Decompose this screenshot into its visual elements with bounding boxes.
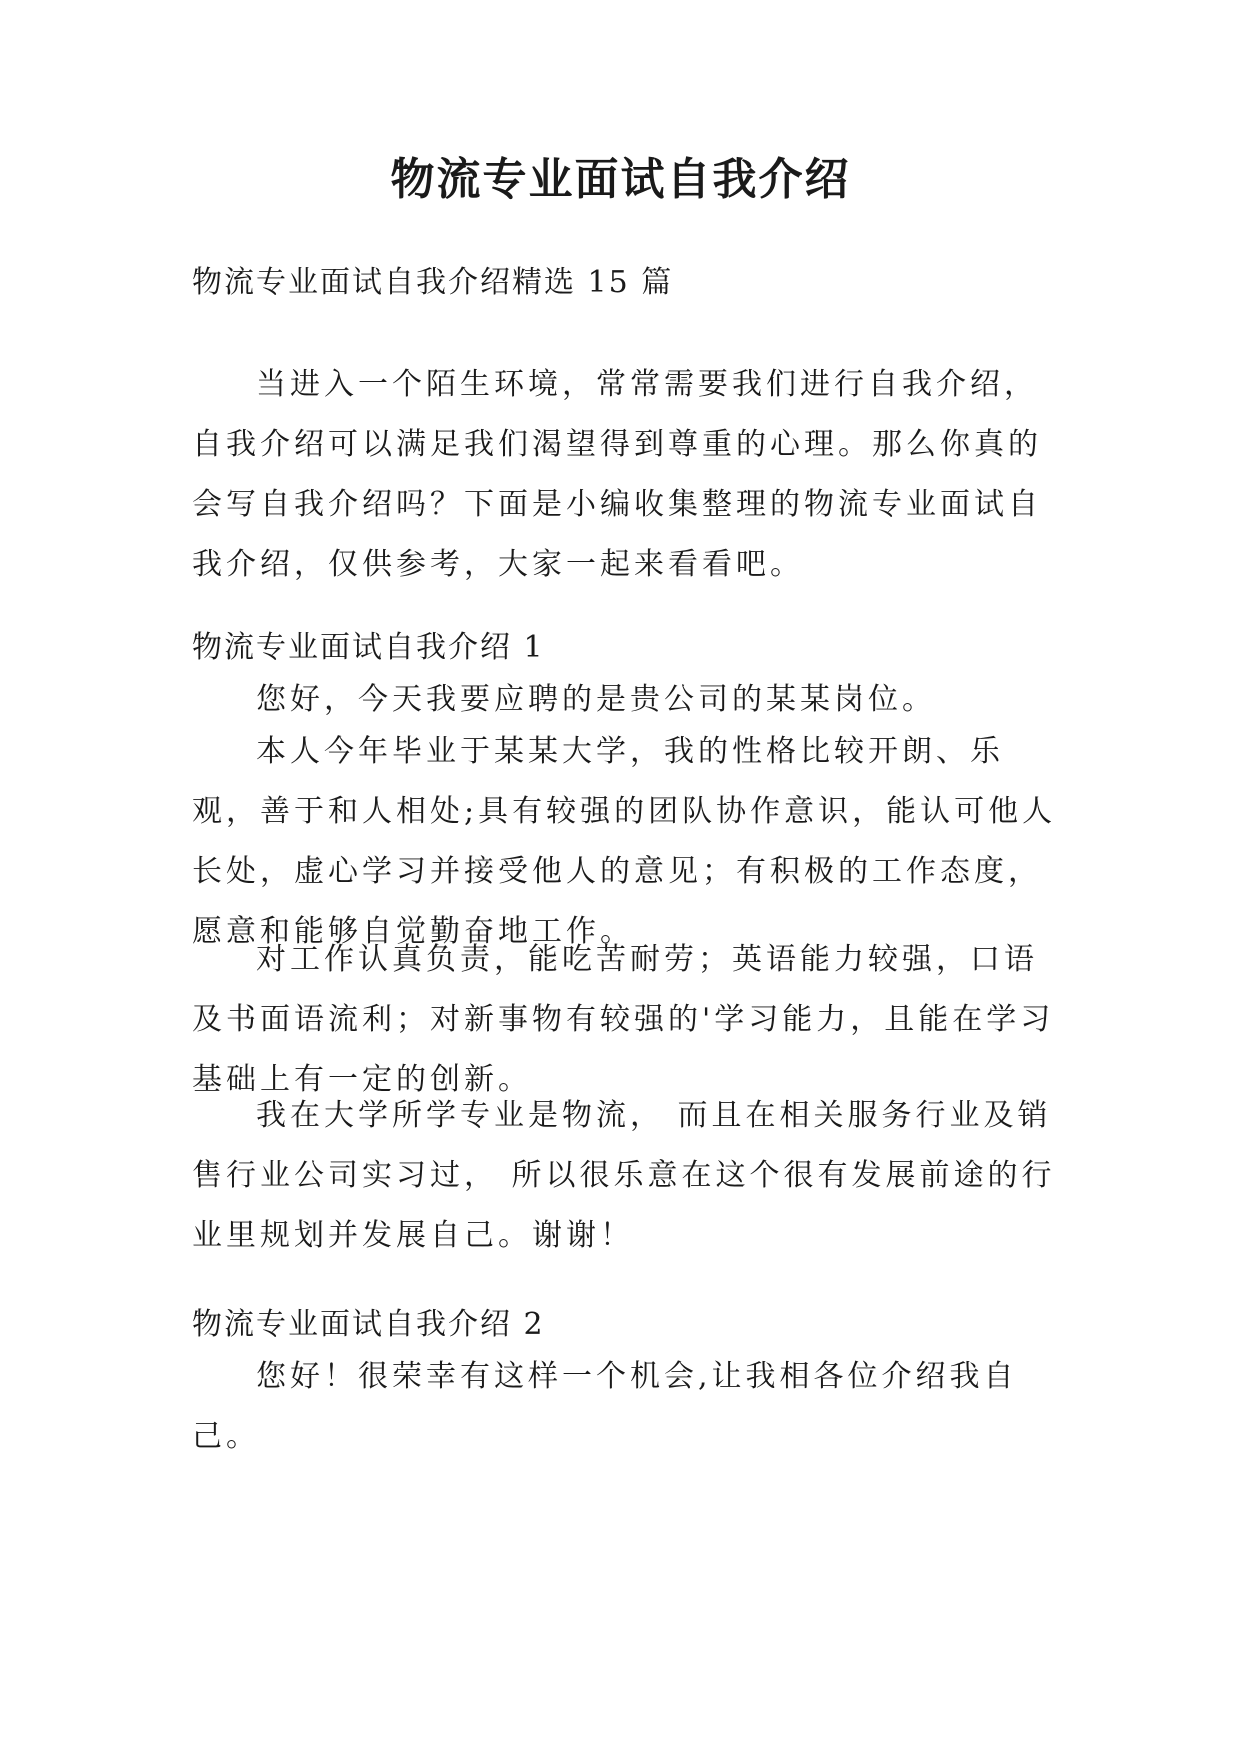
section-1-paragraph-3: 对工作认真负责，能吃苦耐劳；英语能力较强，口语及书面语流利；对新事物有较强的'学习能力，且能在学习基础上有一定的创新。 xyxy=(192,942,1055,1097)
section-heading-2: 物流专业面试自我介绍 2 xyxy=(192,1307,545,1342)
section-1-paragraph-2: 本人今年毕业于某某大学，我的性格比较开朗、乐观，善于和人相处;具有较强的团队协作意识，能认可他人长处，虚心学习并接受他人的意见；有积极的工作态度，愿意和能够自觉勤奋地工作。 xyxy=(192,734,1057,949)
section-1-paragraph-1: 您好，今天我要应聘的是贵公司的某某岗位。 xyxy=(256,682,936,717)
intro-paragraph: 当进入一个陌生环境，常常需要我们进行自我介绍，自我介绍可以满足我们渴望得到尊重的心理。那么你真的会写自我介绍吗？下面是小编收集整理的物流专业面试自我介绍，仅供参考，大家一起来看看吧。 xyxy=(192,367,1042,582)
section-2-paragraph-1: 您好！很荣幸有这样一个机会,让我相各位介绍我自己。 xyxy=(192,1359,1018,1454)
section-1-paragraph-4: 我在大学所学专业是物流， 而且在相关服务行业及销售行业公司实习过， 所以很乐意在这个很有发展前途的行业里规划并发展自己。谢谢！ xyxy=(192,1098,1056,1253)
section-heading-1: 物流专业面试自我介绍 1 xyxy=(192,630,545,665)
document-title: 物流专业面试自我介绍 xyxy=(390,154,851,205)
document-subtitle: 物流专业面试自我介绍精选 15 篇 xyxy=(192,265,674,300)
